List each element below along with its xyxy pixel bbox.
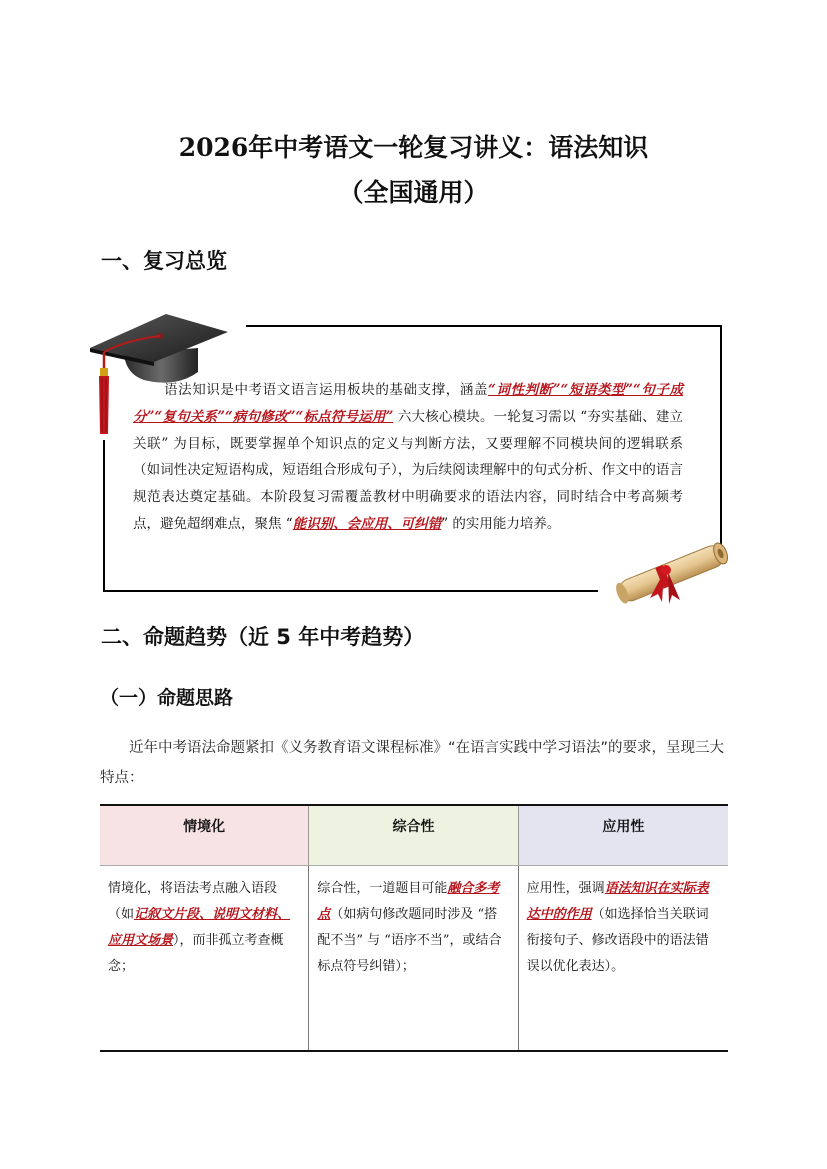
overview-box-top-border: [246, 325, 722, 327]
section-heading-overview: 一、复习总览: [101, 249, 227, 273]
overview-box-right-border: [720, 325, 722, 555]
table-row: [100, 866, 728, 1052]
table-header-cell: 综合性: [309, 805, 518, 866]
overview-box-bottom-border: [103, 590, 598, 592]
overview-box-left-border: [103, 440, 105, 592]
trends-intro-paragraph: 近年中考语法命题紧扣《义务教育语文课程标准》“在语言实践中学习语法”的要求，呈现三大特点：: [100, 740, 725, 786]
table-header-cell: 应用性: [518, 805, 728, 866]
table-header-cell: 情境化: [100, 805, 309, 866]
overview-paragraph: 语法知识是中考语文语言运用板块的基础支撑，涵盖“词性判断”“短语类型”“句子成分”“复句关系”“病句修改”“标点符号运用” 六大核心模块。一轮复习需以 “夯实基础、建立关联” 为目标，既要掌握单个知识点的定义与判断方法，又要理解不同模块间的逻辑联系（如词性决定短语构成，短语组合形成句子），为后续阅读理解中的句式分析、作文中的语言规范表达奠定基础。本阶段复习需覆盖教材中明确要求的语法内容，同时结合中考高频考点，避免超纲难点，聚焦 “能识别、会应用、可纠错” 的实用能力培养。: [133, 382, 684, 532]
table-cell: 综合性，一道题目可能融合多考点（如病句修改题同时涉及 “搭配不当” 与 “语序不当”，或结合标点符号纠错）；: [309, 866, 518, 1052]
subsection-heading-approach: （一）命题思路: [100, 687, 234, 709]
document-title: 2026年中考语文一轮复习讲义：语法知识: [178, 133, 649, 162]
document-subtitle: （全国通用）: [338, 178, 489, 207]
table-cell: 情境化，将语法考点融入语段（如记叙文片段、说明文材料、应用文场景），而非孤立考查概念；: [100, 866, 309, 1052]
table-cell: 应用性，强调语法知识在实际表达中的作用（如选择恰当关联词衔接句子、修改语段中的语法错误以优化表达）。: [518, 866, 728, 1052]
section-heading-trends: 二、命题趋势（近 5 年中考趋势）: [101, 625, 425, 649]
trends-table: [100, 804, 728, 1052]
diploma-scroll-icon: [606, 532, 738, 612]
table-header-row: [100, 805, 728, 866]
